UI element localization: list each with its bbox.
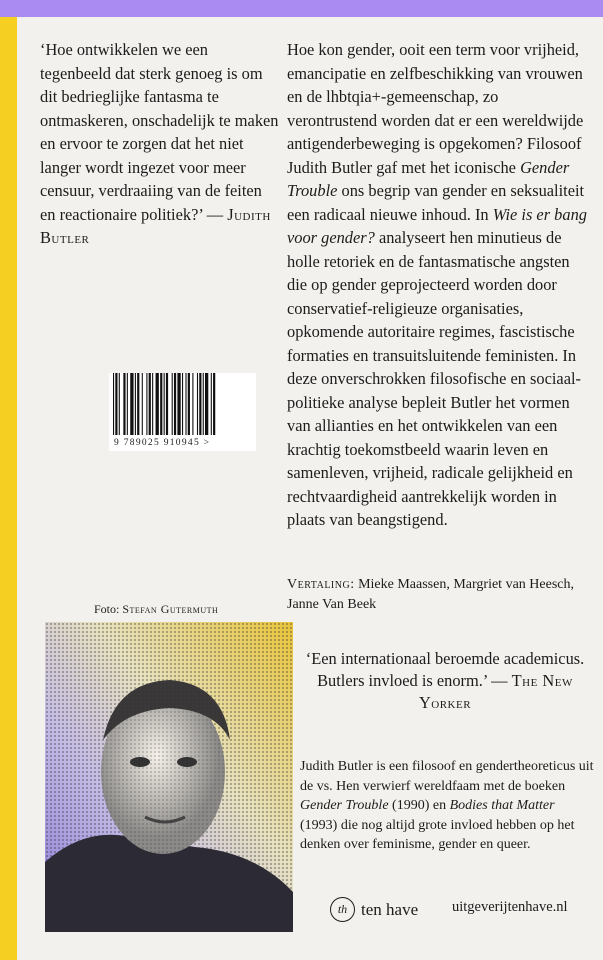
translation-names: Mieke Maassen, Margriet van Heesch, Janne Van Beek — [287, 577, 574, 612]
author-quote-text: ‘Hoe ontwikkelen we een tegenbeeld dat sterk genoeg is om dit bedrieglijke fantasma te ontmaskeren, onschadelijk te maken en ervoor te zorgen dat het niet langer wordt ingezet voor meer censuur, verdraaiing van de feiten en reactionaire politiek?’ — [40, 40, 279, 224]
author-portrait-halftone — [45, 622, 293, 932]
publisher-name: ten have — [361, 899, 419, 919]
press-quote-source: The New Yorker — [418, 671, 573, 712]
bio-book-title-2: Bodies that Matter — [449, 798, 555, 813]
author-bio — [300, 757, 595, 855]
press-quote — [300, 648, 590, 714]
translation-label: Vertaling: — [287, 577, 355, 592]
blurb-part-2: ons begrip van gender en seksualiteit een radicaal nieuwe inhoud. In — [287, 181, 585, 224]
bio-part-1: Judith Butler is een filosoof en gendertheoreticus uit de vs. Hen verwierf wereldfaam met de boeken — [300, 759, 594, 794]
publisher-website: uitgeverijtenhave.nl — [452, 899, 568, 915]
publisher-logo — [330, 897, 418, 922]
publisher-mark-icon: th — [330, 897, 355, 922]
book-description — [287, 38, 587, 532]
isbn-digits: 9 789025 910945 > — [114, 438, 211, 448]
translation-credit — [287, 575, 587, 615]
bio-part-3: (1993) die nog altijd grote invloed hebben op het denken over feminisme, gender en queer. — [300, 817, 575, 852]
author-photo — [45, 622, 293, 932]
blurb-part-1: Hoe kon gender, ooit een term voor vrijheid, emancipatie en zelfbeschikking van vrouwen en de lhbtqia+-gemeenschap, zo verontrustend worden dat er een wereldwijde antigenderbeweging is opgekomen? Filosoof Judith Butler gaf met het iconische — [287, 40, 584, 177]
press-quote-text: ‘Een internationaal beroemde academicus. Butlers invloed is enorm.’ — [305, 649, 585, 690]
bio-book-title-1: Gender Trouble — [300, 798, 389, 813]
press-quote-dash: — — [487, 671, 512, 690]
bio-part-2: (1990) en — [388, 798, 450, 813]
blurb-book-title-2: Wie is er bang voor gender? — [287, 204, 587, 247]
blurb-part-3: analyseert hen minutieus de holle retoriek en de fantasmatische angsten die op gender geprojecteerd worden door conservatief-religieuze organisaties, opkomende autoritaire regimes, fascistische formaties en transuitsluitende feministen. In deze onverschrokken filosofische en sociaal-politieke analyse bepleit Butler het vormen van allianties en het ontwikkelen van een krachtig toekomstbeeld waarin leven en samenleven, vrijheid, radicale gelijkheid en rechtvaardigheid aantrekkelijk worden in plaats van beangstigend. — [287, 228, 581, 529]
quote-author: Judith Butler — [40, 204, 271, 247]
photo-credit-label: Foto: — [94, 602, 123, 616]
blurb-book-title-1: Gender Trouble — [287, 157, 570, 200]
photo-credit-name: Stefan Gutermuth — [122, 602, 219, 616]
quote-dash: — — [202, 204, 228, 224]
author-quote — [40, 38, 280, 250]
photo-credit — [94, 602, 218, 617]
side-color-band — [0, 17, 17, 960]
top-color-band — [0, 0, 603, 17]
